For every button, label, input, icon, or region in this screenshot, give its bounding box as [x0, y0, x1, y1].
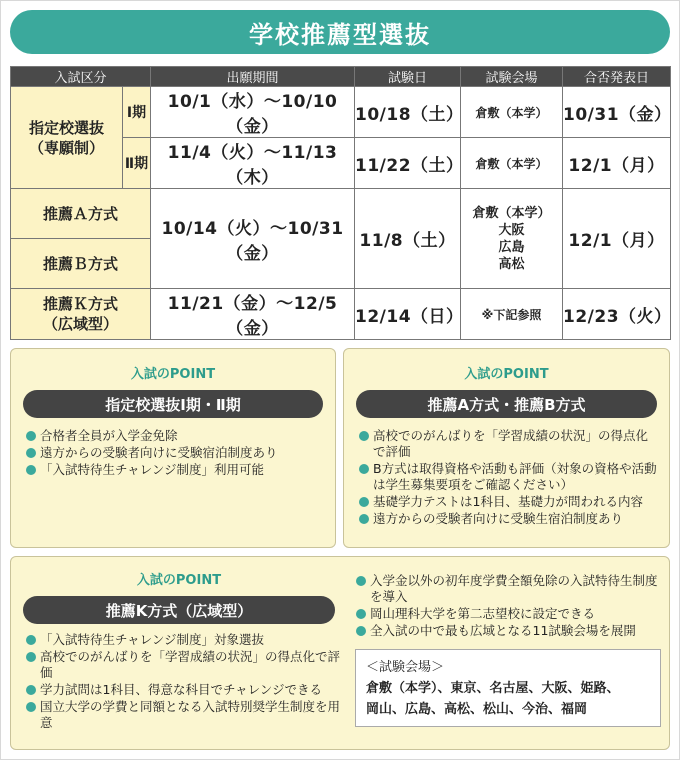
period-1: Ⅰ期	[123, 87, 151, 138]
result-date-k: 12/23（火）	[563, 289, 671, 340]
point-label: 入試のPOINT	[464, 367, 549, 382]
venue-k: ※下記参照	[461, 289, 563, 340]
list-item: 入学金以外の初年度学費全額免除の入試特待生制度を導入	[355, 573, 661, 605]
header-exam-date: 試験日	[355, 67, 461, 87]
venue-2: 倉敷（本学）	[461, 138, 563, 189]
table-row	[11, 289, 671, 340]
bullet-dot-icon	[359, 514, 369, 524]
table-row	[11, 189, 671, 239]
point-box-suisen-ab	[343, 348, 670, 548]
exam-date-ab: 11/8（土）	[355, 189, 461, 289]
exam-date-k: 12/14（日）	[355, 289, 461, 340]
apply-period-1: 10/1（水）～10/10（金）	[151, 87, 355, 138]
category-suisen-k-sub: （広域型）	[43, 315, 119, 333]
result-date-1: 10/31（金）	[563, 87, 671, 138]
point-list-shitei	[25, 428, 325, 478]
venue-list-title: ＜試験会場＞	[366, 660, 445, 675]
point-label: 入試のPOINT	[136, 573, 222, 588]
table-row	[11, 87, 671, 138]
bullet-dot-icon	[359, 464, 369, 474]
page-title-bar	[10, 10, 670, 54]
bullet-dot-icon	[359, 497, 369, 507]
bullet-dot-icon	[26, 635, 36, 645]
header-category: 入試区分	[11, 67, 151, 87]
venue-ab-hiroshima: 広島	[498, 239, 525, 255]
header-exam-venue: 試験会場	[461, 67, 563, 87]
point-heading-shitei: 指定校選抜Ⅰ期・Ⅱ期	[23, 390, 323, 418]
point-list-suisen-ab	[358, 428, 659, 527]
list-item: 高校でのがんばりを「学習成績の状況」の得点化で評価	[358, 428, 659, 460]
list-item: 全入試の中で最も広域となる11試験会場を展開	[355, 623, 661, 639]
list-item: 高校でのがんばりを「学習成績の状況」の得点化で評価	[25, 649, 343, 681]
category-shitei	[11, 87, 123, 189]
bullet-dot-icon	[26, 431, 36, 441]
point-heading-suisen-ab: 推薦A方式・推薦B方式	[356, 390, 657, 418]
result-date-2: 12/1（月）	[563, 138, 671, 189]
list-item: 「入試特待生チャレンジ制度」利用可能	[25, 462, 325, 478]
category-suisen-b: 推薦Ｂ方式	[11, 239, 151, 289]
apply-period-ab: 10/14（火）～10/31（金）	[151, 189, 355, 289]
page-title: 学校推薦型選抜	[249, 20, 431, 49]
table-header-row	[11, 67, 671, 87]
header-apply-period: 出願期間	[151, 67, 355, 87]
list-item: 「入試特待生チャレンジ制度」対象選抜	[25, 632, 343, 648]
bullet-dot-icon	[26, 685, 36, 695]
point-list-suisen-k-right	[355, 573, 661, 639]
category-suisen-a: 推薦Ａ方式	[11, 189, 151, 239]
venue-ab	[461, 189, 563, 289]
result-date-ab: 12/1（月）	[563, 189, 671, 289]
list-item: 基礎学力テストは1科目、基礎力が問われる内容	[358, 494, 659, 510]
bullet-dot-icon	[26, 652, 36, 662]
header-result-date: 合否発表日	[563, 67, 671, 87]
venue-list-line-2: 岡山、広島、高松、松山、今治、福岡	[366, 702, 588, 717]
bullet-dot-icon	[356, 609, 366, 619]
venue-ab-kurashiki: 倉敷（本学）	[472, 205, 551, 221]
venue-ab-osaka: 大阪	[498, 222, 525, 238]
list-item: B方式は取得資格や活動も評価（対象の資格や活動は学生募集要項をご確認ください）	[358, 461, 659, 493]
bullet-dot-icon	[356, 576, 366, 586]
apply-period-2: 11/4（火）～11/13（木）	[151, 138, 355, 189]
schedule-table	[10, 66, 671, 340]
list-item: 国立大学の学費と同額となる入試特別奨学生制度を用意	[25, 699, 343, 731]
bullet-dot-icon	[26, 465, 36, 475]
list-item: 学力試問は1科目、得意な科目でチャレンジできる	[25, 682, 343, 698]
category-shitei-sub: （専願制）	[28, 138, 104, 157]
venue-1: 倉敷（本学）	[461, 87, 563, 138]
category-suisen-k-label: 推薦Ｋ方式	[43, 295, 119, 313]
point-box-shitei	[10, 348, 336, 548]
point-list-suisen-k-left	[25, 632, 343, 731]
point-box-suisen-k	[10, 556, 670, 750]
list-item: 遠方からの受験者向けに受験宿泊制度あり	[25, 445, 325, 461]
exam-date-1: 10/18（土）	[355, 87, 461, 138]
period-2: Ⅱ期	[123, 138, 151, 189]
bullet-dot-icon	[26, 702, 36, 712]
apply-period-k: 11/21（金）～12/5（金）	[151, 289, 355, 340]
list-item: 合格者全員が入学金免除	[25, 428, 325, 444]
category-shitei-label: 指定校選抜	[28, 118, 104, 137]
point-heading-suisen-k: 推薦K方式（広域型）	[23, 596, 335, 624]
venue-ab-takamatsu: 高松	[498, 256, 525, 272]
venue-list-box	[355, 649, 661, 727]
venue-list-line-1: 倉敷（本学）、東京、名古屋、大阪、姫路、	[366, 681, 620, 696]
exam-date-2: 11/22（土）	[355, 138, 461, 189]
bullet-dot-icon	[359, 431, 369, 441]
list-item: 岡山理科大学を第二志望校に設定できる	[355, 606, 661, 622]
bullet-dot-icon	[26, 448, 36, 458]
category-suisen-k	[11, 289, 151, 340]
bullet-dot-icon	[356, 626, 366, 636]
point-label: 入試のPOINT	[130, 367, 216, 382]
list-item: 遠方からの受験者向けに受験生宿泊制度あり	[358, 511, 659, 527]
